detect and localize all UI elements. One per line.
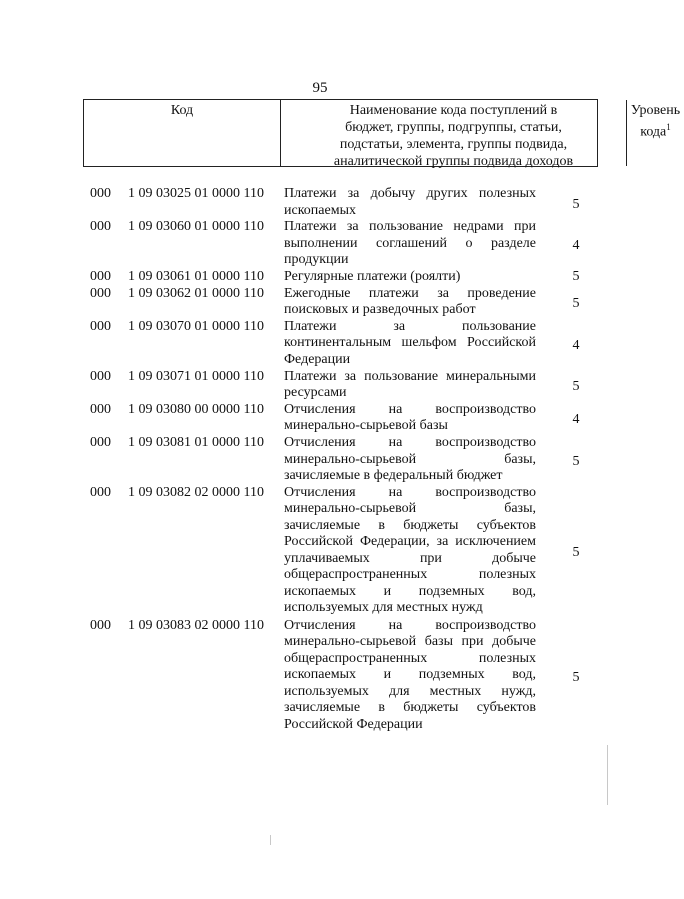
row-code: 1 09 03060 01 0000 110 [128,219,264,235]
row-name [284,618,536,734]
row-code: 1 09 03025 01 0000 110 [128,186,264,201]
footnote-mark: 1 [666,122,671,132]
row-level: 5 [572,545,580,561]
row-name-line: поисковых и разведочных работ [284,302,476,318]
row-level: 5 [572,379,580,395]
table-row [0,369,640,402]
row-name-line: ископаемых [284,202,356,218]
row-name-line: минерально-сырьевой базы, [284,501,536,517]
table-row [0,186,640,219]
table-header [83,99,681,169]
row-name [284,286,536,319]
header-level [626,100,684,166]
row-code: 1 09 03081 01 0000 110 [128,435,264,450]
row-name [284,402,536,435]
row-level: 4 [572,238,580,254]
row-prefix: 000 [90,219,111,235]
row-name-line: уплачиваемых при добыче [284,550,536,566]
row-prefix: 000 [90,269,111,284]
header-name-line: аналитической группы подвида доходов [333,154,574,169]
row-name-line: ресурсами [284,385,347,401]
header-level-line: кода$^1$ [640,122,671,140]
row-name-line: Платежи за пользование минеральными [284,368,536,384]
row-name-line: ископаемых и подземных вод, [284,667,536,683]
row-level: 4 [572,337,580,353]
row-name-line: зачисляемые в бюджеты субъектов [284,517,536,533]
table-row [0,286,640,319]
row-name [284,186,536,219]
row-name-line: используемых для местных нужд [284,600,483,616]
row-code: 1 09 03082 02 0000 110 [128,484,264,500]
row-prefix: 000 [90,401,111,417]
row-name-line: континентальным шельфом Российской [284,335,536,351]
row-name-line: Платежи за пользование недрами при [284,219,536,235]
table-row [0,485,640,618]
row-name-line: Отчисления на воспроизводство [284,435,536,450]
row-level: 5 [572,269,580,285]
row-name [284,219,536,269]
row-name [284,269,536,286]
header-name [280,100,626,169]
row-level: 5 [572,453,580,469]
row-name-line: Отчисления на воспроизводство [284,401,536,417]
row-name-line: зачисляемые в бюджеты субъектов [284,700,536,716]
row-code: 1 09 03071 01 0000 110 [128,368,264,384]
table-row [0,618,640,734]
row-code: 1 09 03080 00 0000 110 [128,401,264,417]
row-name-line: продукции [284,252,349,268]
row-level: 4 [572,412,580,428]
row-name [284,485,536,617]
row-name-line: Платежи за пользование [284,318,536,334]
row-name-line: Отчисления на воспроизводство [284,484,536,500]
row-name-line: Российской Федерации, за исключением [284,534,536,550]
scan-mark [607,745,608,805]
header-name-line: подстатьи, элемента, группы подвида, [339,137,568,152]
row-prefix: 000 [90,186,111,201]
header-level-line: Уровень [630,103,681,118]
scan-mark [270,835,271,845]
row-level: 5 [572,196,580,212]
row-name [284,435,536,485]
row-name [284,319,536,369]
header-code: Код [170,103,194,118]
row-name-line: используемых для местных нужд, [284,683,536,699]
row-prefix: 000 [90,484,111,500]
row-name-line: Федерации [284,351,351,367]
row-prefix: 000 [90,285,111,301]
header-name-line: Наименование кода поступлений в [349,103,558,118]
table-row [0,269,640,286]
table-row [0,402,640,435]
page-number: 95 [312,80,328,96]
row-name-line: Отчисления на воспроизводство [284,617,536,633]
row-name-line: Регулярные платежи (роялти) [284,269,461,284]
row-code: 1 09 03062 01 0000 110 [128,285,264,301]
row-name-line: выполнении соглашений о разделе [284,235,536,251]
row-code: 1 09 03083 02 0000 110 [128,617,264,633]
row-name-line: общераспространенных полезных [284,567,536,583]
row-name-line: ископаемых и подземных вод, [284,583,536,599]
header-name-line: бюджет, группы, подгруппы, статьи, [345,120,562,135]
row-name-line: Платежи за добычу других полезных [284,186,536,201]
row-prefix: 000 [90,435,111,450]
table-row [0,435,640,485]
row-name-line: зачисляемые в федеральный бюджет [284,468,503,483]
row-name-line: минерально-сырьевой базы при добыче [284,634,536,650]
row-name [284,369,536,402]
table-row [0,319,640,369]
row-prefix: 000 [90,617,111,633]
row-name-line: Ежегодные платежи за проведение [284,285,536,301]
row-prefix: 000 [90,368,111,384]
row-code: 1 09 03061 01 0000 110 [128,269,264,284]
row-level: 5 [572,296,580,312]
row-code: 1 09 03070 01 0000 110 [128,318,264,334]
row-name-line: общераспространенных полезных [284,650,536,666]
row-prefix: 000 [90,318,111,334]
row-name-line: минерально-сырьевой базы, [284,451,536,467]
row-name-line: минерально-сырьевой базы [284,418,448,434]
table-row [0,219,640,269]
row-level: 5 [572,669,580,685]
row-name-line: Российской Федерации [284,716,423,732]
